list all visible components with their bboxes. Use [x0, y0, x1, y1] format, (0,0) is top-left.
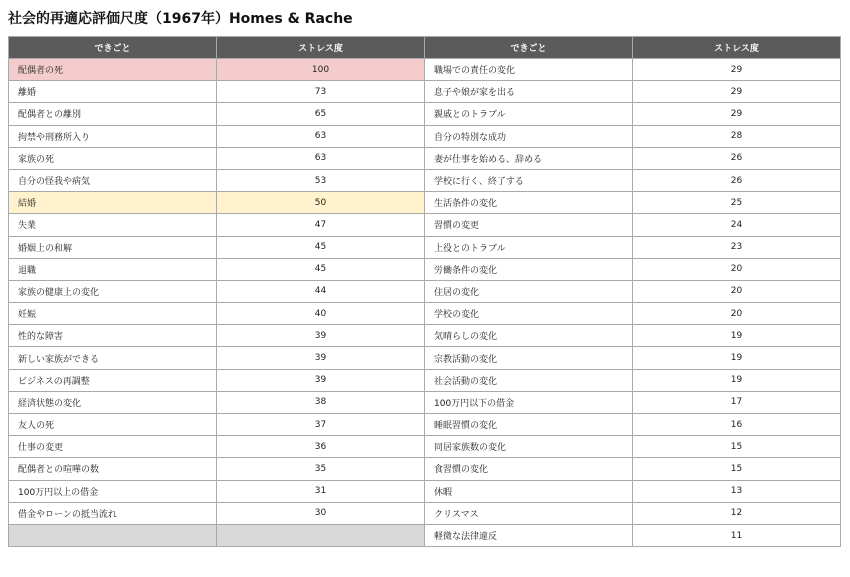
right-event-cell: 自分の特別な成功	[425, 125, 633, 147]
right-event-cell: 親戚とのトラブル	[425, 103, 633, 125]
right-event-cell: 生活条件の変化	[425, 192, 633, 214]
header-stress-right: ストレス度	[633, 37, 841, 59]
right-stress-cell: 26	[633, 169, 841, 191]
left-event-cell: 家族の健康上の変化	[9, 280, 217, 302]
right-stress-cell: 29	[633, 103, 841, 125]
right-event-cell: クリスマス	[425, 502, 633, 524]
left-stress-cell: 44	[217, 280, 425, 302]
left-stress-cell: 37	[217, 414, 425, 436]
left-stress-cell: 100	[217, 59, 425, 81]
table-row	[9, 458, 841, 480]
right-stress-cell: 13	[633, 480, 841, 502]
table-row	[9, 436, 841, 458]
left-event-cell: 友人の死	[9, 414, 217, 436]
left-event-cell: 家族の死	[9, 147, 217, 169]
left-event-cell: 結婚	[9, 192, 217, 214]
right-event-cell: 職場での責任の変化	[425, 59, 633, 81]
left-stress-cell: 40	[217, 303, 425, 325]
table-row	[9, 524, 841, 546]
table-row	[9, 169, 841, 191]
right-stress-cell: 29	[633, 59, 841, 81]
left-event-cell: 配偶者の死	[9, 59, 217, 81]
right-stress-cell: 16	[633, 414, 841, 436]
table-row	[9, 502, 841, 524]
right-stress-cell: 15	[633, 436, 841, 458]
table-row	[9, 369, 841, 391]
table-row	[9, 81, 841, 103]
left-stress-cell: 45	[217, 258, 425, 280]
table-row	[9, 391, 841, 413]
left-stress-cell: 47	[217, 214, 425, 236]
right-stress-cell: 19	[633, 325, 841, 347]
table-row	[9, 147, 841, 169]
left-stress-cell: 39	[217, 369, 425, 391]
table-row	[9, 280, 841, 302]
left-stress-cell: 35	[217, 458, 425, 480]
left-stress-cell: 39	[217, 347, 425, 369]
left-event-cell: 自分の怪我や病気	[9, 169, 217, 191]
left-stress-cell: 39	[217, 325, 425, 347]
table-row	[9, 59, 841, 81]
right-event-cell: 気晴らしの変化	[425, 325, 633, 347]
left-event-cell: 配偶者との離別	[9, 103, 217, 125]
right-event-cell: 軽微な法律違反	[425, 524, 633, 546]
right-stress-cell: 20	[633, 303, 841, 325]
left-event-cell: 新しい家族ができる	[9, 347, 217, 369]
left-event-cell: 借金やローンの抵当流れ	[9, 502, 217, 524]
stress-scale-table	[8, 36, 841, 547]
left-event-cell: 失業	[9, 214, 217, 236]
left-stress-cell: 65	[217, 103, 425, 125]
right-stress-cell: 25	[633, 192, 841, 214]
right-event-cell: 社会活動の変化	[425, 369, 633, 391]
left-event-cell: 拘禁や刑務所入り	[9, 125, 217, 147]
table-row	[9, 414, 841, 436]
left-stress-cell: 63	[217, 147, 425, 169]
left-stress-cell: 73	[217, 81, 425, 103]
left-stress-cell: 36	[217, 436, 425, 458]
right-stress-cell: 11	[633, 524, 841, 546]
right-stress-cell: 15	[633, 458, 841, 480]
right-stress-cell: 19	[633, 369, 841, 391]
table-row	[9, 192, 841, 214]
left-stress-cell: 30	[217, 502, 425, 524]
header-stress-left: ストレス度	[217, 37, 425, 59]
right-event-cell: 食習慣の変化	[425, 458, 633, 480]
right-stress-cell: 23	[633, 236, 841, 258]
right-event-cell: 労働条件の変化	[425, 258, 633, 280]
left-event-cell	[9, 524, 217, 546]
left-event-cell: 離婚	[9, 81, 217, 103]
right-event-cell: 休暇	[425, 480, 633, 502]
header-event-left: できごと	[9, 37, 217, 59]
right-stress-cell: 12	[633, 502, 841, 524]
header-event-right: できごと	[425, 37, 633, 59]
right-event-cell: 上役とのトラブル	[425, 236, 633, 258]
left-event-cell: 退職	[9, 258, 217, 280]
left-stress-cell: 45	[217, 236, 425, 258]
right-event-cell: 同居家族数の変化	[425, 436, 633, 458]
right-stress-cell: 29	[633, 81, 841, 103]
left-event-cell: 配偶者との喧嘩の数	[9, 458, 217, 480]
left-stress-cell: 38	[217, 391, 425, 413]
table-row	[9, 258, 841, 280]
table-row	[9, 236, 841, 258]
left-stress-cell: 31	[217, 480, 425, 502]
right-event-cell: 100万円以下の借金	[425, 391, 633, 413]
left-stress-cell: 63	[217, 125, 425, 147]
right-stress-cell: 20	[633, 258, 841, 280]
right-event-cell: 学校に行く、終了する	[425, 169, 633, 191]
right-stress-cell: 28	[633, 125, 841, 147]
right-event-cell: 習慣の変更	[425, 214, 633, 236]
table-row	[9, 303, 841, 325]
left-event-cell: 性的な障害	[9, 325, 217, 347]
table-header-row	[9, 37, 841, 59]
table-row	[9, 103, 841, 125]
page-title: 社会的再適応評価尺度（1967年）Homes & Rache	[8, 11, 353, 27]
right-event-cell: 息子や娘が家を出る	[425, 81, 633, 103]
right-stress-cell: 17	[633, 391, 841, 413]
left-event-cell: 100万円以上の借金	[9, 480, 217, 502]
left-stress-cell: 53	[217, 169, 425, 191]
table-row	[9, 125, 841, 147]
left-event-cell: ビジネスの再調整	[9, 369, 217, 391]
right-event-cell: 妻が仕事を始める、辞める	[425, 147, 633, 169]
table-row	[9, 347, 841, 369]
right-stress-cell: 24	[633, 214, 841, 236]
left-stress-cell	[217, 524, 425, 546]
table-row	[9, 325, 841, 347]
right-event-cell: 睡眠習慣の変化	[425, 414, 633, 436]
table-row	[9, 214, 841, 236]
right-event-cell: 学校の変化	[425, 303, 633, 325]
right-stress-cell: 26	[633, 147, 841, 169]
left-event-cell: 婚姻上の和解	[9, 236, 217, 258]
table-row	[9, 480, 841, 502]
left-stress-cell: 50	[217, 192, 425, 214]
right-stress-cell: 19	[633, 347, 841, 369]
left-event-cell: 仕事の変更	[9, 436, 217, 458]
right-event-cell: 住居の変化	[425, 280, 633, 302]
left-event-cell: 経済状態の変化	[9, 391, 217, 413]
right-event-cell: 宗教活動の変化	[425, 347, 633, 369]
left-event-cell: 妊娠	[9, 303, 217, 325]
right-stress-cell: 20	[633, 280, 841, 302]
